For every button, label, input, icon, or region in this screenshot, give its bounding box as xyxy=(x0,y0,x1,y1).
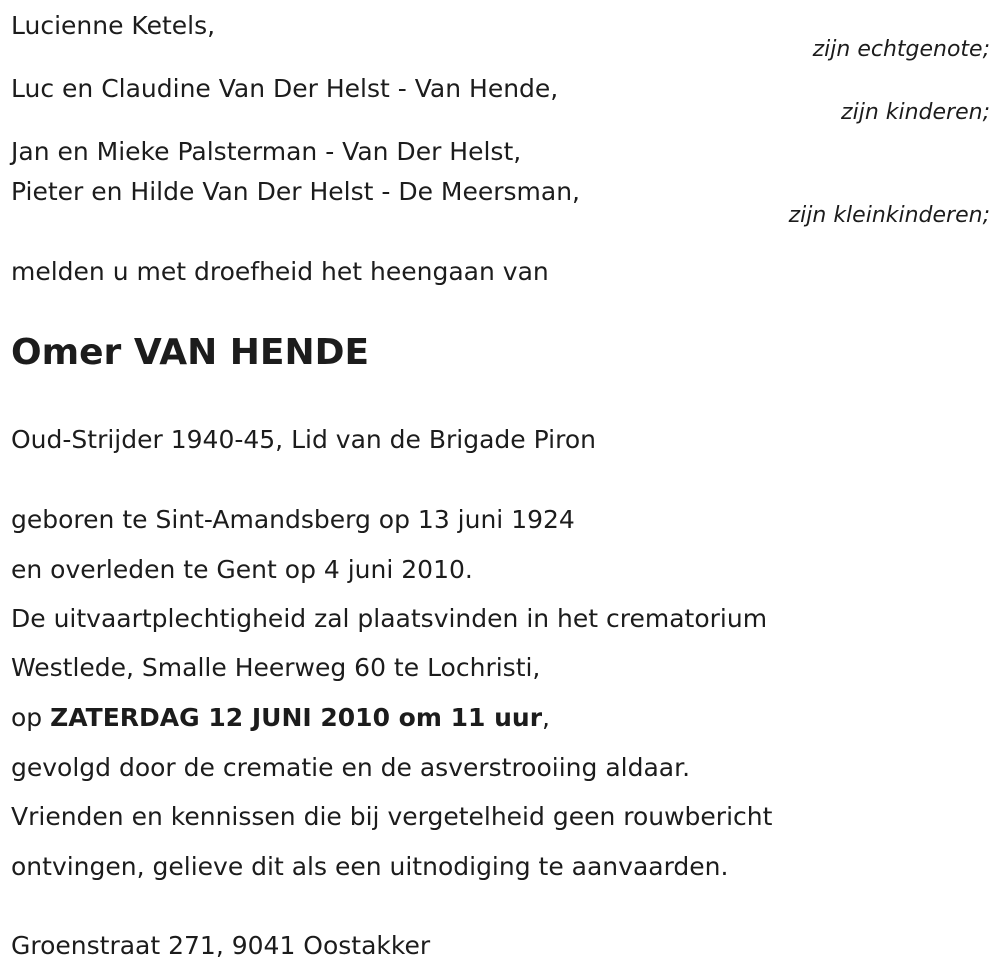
family-name-line: Jan en Mieke Palsterman - Van Der Helst, xyxy=(11,137,522,166)
invitation-line: ontvingen, gelieve dit als een uitnodiging te aanvaarden. xyxy=(11,852,729,881)
date-suffix: , xyxy=(542,703,550,732)
birth-line: geboren te Sint-Amandsberg op 13 juni 1924 xyxy=(11,505,575,534)
ceremony-line: De uitvaartplechtigheid zal plaatsvinden in het crematorium xyxy=(11,604,768,633)
address: Groenstraat 271, 9041 Oostakker xyxy=(11,931,431,960)
family-name-line: Pieter en Hilde Van Der Helst - De Meersman, xyxy=(11,177,580,206)
death-line: en overleden te Gent op 4 juni 2010. xyxy=(11,555,473,584)
ceremony-date: ZATERDAG 12 JUNI 2010 om 11 uur xyxy=(50,703,543,732)
ceremony-location-line: Westlede, Smalle Heerweg 60 te Lochristi, xyxy=(11,653,541,682)
family-role-label: zijn kleinkinderen; xyxy=(788,203,990,228)
invitation-line: Vrienden en kennissen die bij vergetelheid geen rouwbericht xyxy=(11,802,773,831)
family-name-line: Luc en Claudine Van Der Helst - Van Hende, xyxy=(11,74,559,103)
family-role-label: zijn echtgenote; xyxy=(812,37,990,62)
deceased-name: Omer VAN HENDE xyxy=(11,332,370,373)
cremation-line: gevolgd door de crematie en de asverstrooiing aldaar. xyxy=(11,753,691,782)
date-prefix: op xyxy=(11,703,51,732)
family-name-line: Lucienne Ketels, xyxy=(11,11,216,40)
deceased-title: Oud-Strijder 1940-45, Lid van de Brigade Piron xyxy=(11,425,596,454)
ceremony-date-line xyxy=(11,703,550,733)
announcement-text: melden u met droefheid het heengaan van xyxy=(11,257,549,286)
family-role-label: zijn kinderen; xyxy=(841,100,990,125)
